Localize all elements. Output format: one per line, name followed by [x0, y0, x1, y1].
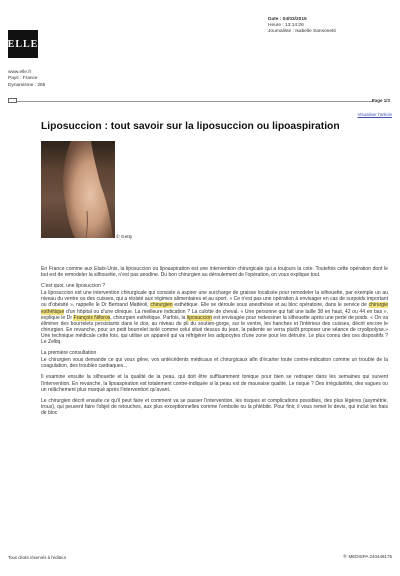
article-time: Heure : 13:14:26	[268, 23, 304, 29]
highlighted-keyword: François Niforos	[73, 314, 111, 321]
photo-credit: © Getty	[116, 235, 133, 240]
article-headline: Liposuccion : tout savoir sur la liposuccion ou lipoaspiration	[41, 121, 340, 132]
registered-icon: ®	[343, 554, 347, 559]
text-segment: La liposuccion est une intervention chirurgicale qui consiste à aspirer une surcharge de graisse localisée pour remodeler la silhouette, par exemple un au niveau du ventre ou des cuisses, qui a résisté aux régimes alimentaires et au sport. « Ce n'est pas une opération à envisager en cas de surpoids important ou d'obésité », rappelle le Dr Bertrand Mattéoli,	[41, 290, 388, 309]
text-segment: , chirurgien esthétique. Parfois, la	[110, 314, 187, 321]
section-heading: C'est quoi, une liposuccion ?	[41, 283, 106, 290]
footer-rights: Tous droits réservés à l'éditeur	[8, 555, 67, 560]
body-paragraph: Le chirurgien vous demande ce qui vous gêne, vos antécédents médicaux et chirurgicaux afin d'écarter toute contre-indication comme un trouble de la coagulation, des troubles cardiaques...	[41, 357, 388, 370]
elle-logo: ELLE	[8, 30, 38, 58]
section-heading: La première consultation	[41, 350, 97, 357]
header-divider	[17, 101, 374, 102]
publication-meta	[8, 70, 45, 89]
article-date: Date : 04/03/2015	[268, 17, 307, 22]
body-paragraph	[41, 290, 388, 345]
text-segment: d'un hôpital ou d'une clinique. La meilleure indication ? La culotte de cheval. « Une personne qui fait une taille 38 en haut, 42 ou 44 en bas », explique le Dr	[41, 308, 388, 321]
page-number: Page 1/3	[371, 98, 390, 103]
text-segment: esthétique. Elle se déroule sous anesthésie et au bloc opératoire, dans le service de	[172, 302, 369, 309]
body-paragraph: Il examine ensuite la silhouette et la qualité de la peau, qui doit être suffisamment tonique pour bien se redraper dans les semaines qui suivent l'intervention. En revanche, la lipoaspiration est totalement contre-indiquée si la peau est de mauvaise qualité. Le risque ? Des irrégularités, des vagues ou un relâchement plus marqué après l'intervention qu'avant.	[41, 374, 388, 393]
highlighted-keyword: liposuccion	[186, 314, 212, 321]
photo-figure	[41, 141, 115, 238]
intro-paragraph: En France comme aux Etats-Unis, la liposuccion ou lipoaspiration est une intervention chirurgicale qui a toujours la cote. Toutefois cette opération dont le but est de remodeler la silhouette, n'est pas anodine. Du bon chirurgien au déroulement de l'opération, on vous explique tout.	[41, 266, 388, 279]
highlighted-keyword: chirurgien	[150, 302, 173, 309]
dynamism: Dynamisme : 265	[8, 82, 46, 88]
view-article-link[interactable]: Visualiser l'article	[357, 112, 392, 117]
article-body	[41, 266, 388, 421]
country: Pays : France	[8, 76, 38, 82]
body-paragraph: Le chirurgien décrit ensuite ce qu'il peut faire et comment va se passer l'intervention, les risques et complications possibles, des plus légères (asymétrie, trous), qui peuvent faire l'objet de retouches, aux plus exceptionnelles comme l'embolie ou la phlébite. Pour finir, il vous remet le devis, qui inclut les frais de bloc	[41, 397, 388, 416]
site-url: www.elle.fr	[8, 70, 32, 75]
page-header-bar	[8, 98, 390, 104]
highlighted-keyword: chirurgie esthétique	[41, 302, 389, 315]
article-photo	[41, 141, 115, 238]
footer-medispa	[343, 554, 392, 559]
text-segment: est envisagée pour redessiner la silhouette après une perte de poids. « On va éliminer des bourrelets persistants dans le dos, au niveau du pli du soutien-gorge, sur le ventre, les hanches et l'intérieur des cuisses, décrit encore le chirurgien. En revanche, pour un petit bourrelet isolé comme celui situé dessus du jean, la patiente se verra plutôt proposer une séance de cryolipolyse.» Une technique médicale cette fois, qui utilise un appareil qui va réfrigérer les adipocytes d'une zone pour les détruire. Le plus connu des ces dispositifs ? Le Zeltiq.	[41, 314, 388, 346]
medispa-code: MEDISPA 240448175	[348, 554, 392, 559]
article-meta	[268, 17, 336, 36]
page-marker-box	[8, 98, 17, 103]
article-journalist: Journaliste : Isabelle Sansonetti	[268, 29, 336, 35]
